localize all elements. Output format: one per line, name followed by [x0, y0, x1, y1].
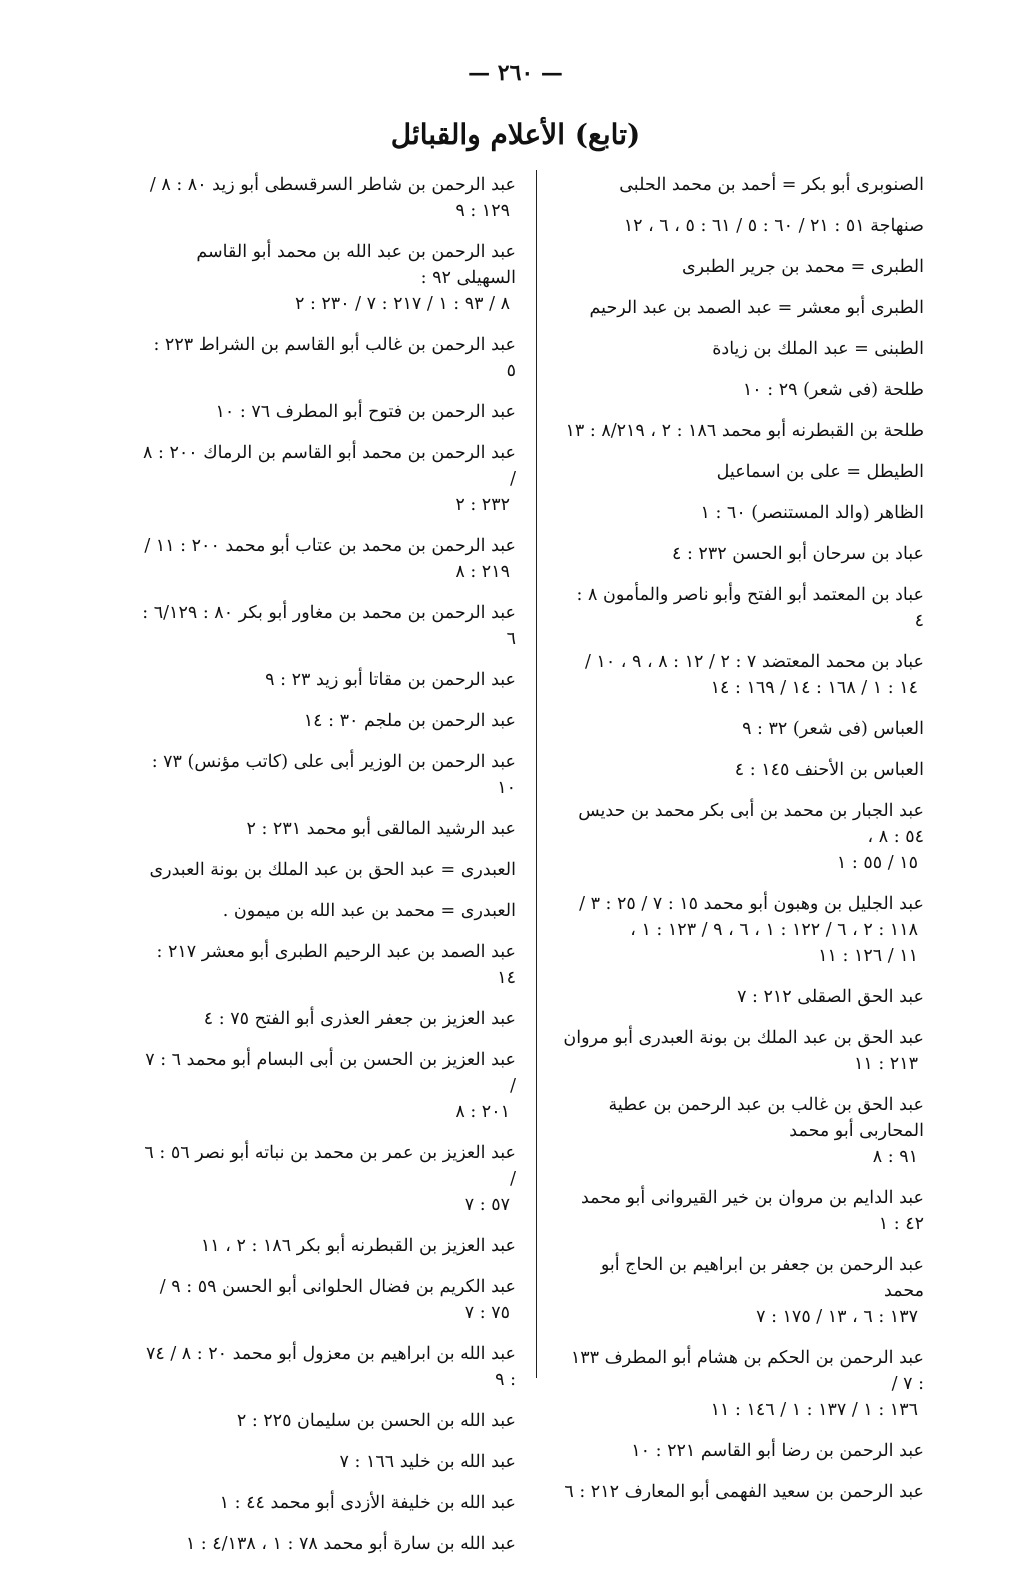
entry-continuation: ٢٣٢ : ٢ — [455, 495, 510, 515]
index-entry — [562, 757, 924, 783]
index-entry — [562, 649, 924, 701]
entry-text: عباد بن محمد المعتضد ٧ : ٢ / ١٢ : ٨ ، ٩ ، ١٠ / — [584, 652, 924, 672]
entry-text: الطيطل = على بن اسماعيل — [716, 462, 924, 482]
entry-text: عبد الرحمن بن فتوح أبو المطرف ٧٦ : ١٠ — [215, 402, 516, 422]
entry-continuation: ١٥ / ٥٥ : ١ — [836, 853, 918, 873]
index-entry — [140, 1233, 516, 1259]
entry-text: العباس بن الأحنف ١٤٥ : ٤ — [734, 760, 924, 780]
entry-text: عبد الدايم بن مروان بن خير القيروانى أبو محمد ٤٢ : ١ — [580, 1188, 924, 1234]
entry-text: عبد الحق بن عبد الملك بن بونة العبدرى أبو مروان — [563, 1028, 924, 1048]
index-entry — [562, 213, 924, 239]
index-entry — [140, 708, 516, 734]
entry-text: عبد الرحمن بن شاطر السرقسطى أبو زيد ٨٠ : ٨ / — [149, 175, 516, 195]
index-entry — [140, 600, 516, 652]
index-entry — [562, 798, 924, 876]
entry-text: الصنوبرى أبو بكر = أحمد بن محمد الحلبى — [619, 175, 924, 195]
entry-text: عبد الرحمن بن محمد بن عتاب أبو محمد ٢٠٠ : ١١ / — [144, 536, 516, 556]
entry-text: عبد الرحمن بن سعيد الفهمى أبو المعارف ٢١٢ : ٦ — [564, 1482, 924, 1502]
index-entry — [562, 1092, 924, 1170]
entry-text: عبد الرحمن بن محمد بن مغاور أبو بكر ٨٠ : ٦/١٢٩ : ٦ — [142, 603, 516, 649]
index-entry — [562, 1025, 924, 1077]
entry-continuation: ١٢٩ : ٩ — [455, 201, 510, 221]
index-entry — [140, 172, 516, 224]
index-entry — [140, 816, 516, 842]
index-entry — [140, 1047, 516, 1125]
index-entry — [562, 1479, 924, 1505]
entry-text: العباس (فى شعر) ٣٢ : ٩ — [742, 719, 924, 739]
page-number: — ٢٦٠ — — [468, 60, 563, 86]
index-entry — [562, 418, 924, 444]
index-entry — [562, 172, 924, 198]
index-entry — [140, 1006, 516, 1032]
entry-text: عبد الحق الصقلى ٢١٢ : ٧ — [737, 987, 924, 1007]
entry-text: عباد بن سرحان أبو الحسن ٢٣٢ : ٤ — [671, 544, 924, 564]
index-entry — [140, 1341, 516, 1393]
index-entry — [140, 1408, 516, 1434]
entry-text: عبد الرحمن بن جعفر بن ابراهيم بن الحاج أبو محمد — [600, 1255, 924, 1301]
entry-continuation: ١٣٦ : ١ / ١٣٧ : ١ / ١٤٦ : ١١ — [710, 1400, 918, 1420]
entry-text: عبد الله بن خليد ١٦٦ : ٧ — [339, 1452, 516, 1472]
index-entry — [140, 857, 516, 883]
entry-continuation: ٥٧ : ٧ — [464, 1195, 510, 1215]
entry-continuation: ١٤ : ١ / ١٦٨ : ١٤ / ١٦٩ : ١٤ — [710, 678, 918, 698]
index-entry — [140, 332, 516, 384]
index-entry — [140, 1490, 516, 1516]
entry-text: صنهاجة ٥١ : ٢١ / ٦٠ : ٥ / ٦١ : ٥ ، ٦ ، ١٢ — [623, 216, 924, 236]
entry-continuation: ١٣٧ : ٦ ، ١٣ / ١٧٥ : ٧ — [756, 1307, 918, 1327]
entry-continuation: ٢١٩ : ٨ — [455, 562, 510, 582]
index-entry — [562, 336, 924, 362]
entry-text: عبد الله بن الحسن بن سليمان ٢٢٥ : ٢ — [236, 1411, 516, 1431]
entry-text: طلحة بن القبطرنه أبو محمد ١٨٦ : ٢ ، ٨/٢١٩ : ١٣ — [565, 421, 924, 441]
entry-text: عباد بن المعتمد أبو الفتح وأبو ناصر والمأمون ٨ : ٤ — [576, 585, 924, 631]
index-entry — [562, 1252, 924, 1330]
index-entry — [562, 1438, 924, 1464]
index-entry — [140, 533, 516, 585]
index-entry — [562, 377, 924, 403]
index-entry — [140, 399, 516, 425]
entry-text: عبد الرحمن بن عبد الله بن محمد أبو القاسم السهيلى ٩٢ : — [196, 242, 516, 288]
entry-text: عبد الرحمن بن الحكم بن هشام أبو المطرف ١٣٣ : ٧ / — [570, 1348, 924, 1394]
page-title: (تابع) الأعلام والقبائل — [390, 118, 641, 151]
index-entry — [140, 440, 516, 518]
entry-text: عبد العزيز بن القبطرنه أبو بكر ١٨٦ : ٢ ، ١١ — [200, 1236, 516, 1256]
index-entry — [562, 582, 924, 634]
entry-text: الظاهر (والد المستنصر) ٦٠ : ١ — [700, 503, 924, 523]
index-entry — [140, 898, 516, 924]
index-entry — [562, 295, 924, 321]
entry-text: عبد الحق بن غالب بن عبد الرحمن بن عطية المحاربى أبو محمد — [608, 1095, 924, 1141]
index-entry — [140, 939, 516, 991]
index-entry — [140, 1531, 516, 1557]
entry-continuation: ٢٠١ : ٨ — [455, 1102, 510, 1122]
index-entry — [562, 716, 924, 742]
entry-text: عبد العزيز بن الحسن بن أبى البسام أبو محمد ٦ : ٧ / — [145, 1050, 516, 1096]
entry-text: العبدرى = عبد الحق بن عبد الملك بن بونة العبدرى — [149, 860, 516, 880]
entry-text: الطبنى = عبد الملك بن زيادة — [712, 339, 924, 359]
index-entry — [140, 1449, 516, 1475]
index-entry — [140, 239, 516, 317]
index-entry — [562, 1185, 924, 1237]
entry-text: عبد الرحمن بن مقاتا أبو زيد ٢٣ : ٩ — [265, 670, 516, 690]
index-entry — [140, 1140, 516, 1218]
entry-text: عبد الرحمن بن رضا أبو القاسم ٢٢١ : ١٠ — [631, 1441, 924, 1461]
entry-text: عبد الجبار بن محمد بن أبى بكر محمد بن حديس ٥٤ : ٨ ، — [578, 801, 924, 847]
entry-text: عبد الرحمن بن ملجم ٣٠ : ١٤ — [303, 711, 516, 731]
left-column — [140, 172, 516, 1572]
entry-text: عبد العزيز بن عمر بن محمد بن نباته أبو نصر ٥٦ : ٦ / — [144, 1143, 516, 1189]
entry-text: عبد الله بن خليفة الأزدى أبو محمد ٤٤ : ١ — [219, 1493, 516, 1513]
entry-text: عبد الرشيد المالقى أبو محمد ٢٣١ : ٢ — [246, 819, 516, 839]
index-entry — [562, 541, 924, 567]
entry-text: عبد الكريم بن فضال الحلوانى أبو الحسن ٥٩ : ٩ / — [159, 1277, 516, 1297]
entry-text: عبد الصمد بن عبد الرحيم الطبرى أبو معشر ٢١٧ : ١٤ — [156, 942, 516, 988]
entry-text: عبد الرحمن بن محمد أبو القاسم بن الرماك ٢٠٠ : ٨ / — [143, 443, 516, 489]
index-entry — [140, 667, 516, 693]
entry-text: عبد الرحمن بن الوزير أبى على (كاتب مؤنس) ٧٣ : ١٠ — [151, 752, 516, 798]
entry-text: طلحة (فى شعر) ٢٩ : ١٠ — [742, 380, 924, 400]
entry-continuation: ٨ / ٩٣ : ١ / ٢١٧ : ٧ / ٢٣٠ : ٢ — [294, 294, 510, 314]
entry-text: عبد العزيز بن جعفر العذرى أبو الفتح ٧٥ : ٤ — [203, 1009, 516, 1029]
entry-text: عبد الله بن سارة أبو محمد ٧٨ : ١ ، ٤/١٣٨ : ١ — [185, 1534, 516, 1554]
index-entry — [562, 891, 924, 969]
entry-text: عبد الجليل بن وهبون أبو محمد ١٥ : ٧ / ٢٥ : ٣ / — [579, 894, 924, 914]
entry-continuation: ١١٨ : ٢ ، ٦ / ١٢٢ : ١ ، ٦ ، ٩ / ١٢٣ : ١ ، — [630, 920, 918, 940]
entry-text: الطبرى = محمد بن جرير الطبرى — [681, 257, 924, 277]
index-entry — [562, 984, 924, 1010]
index-entry — [140, 749, 516, 801]
index-entry — [562, 459, 924, 485]
entry-continuation: ٩١ : ٨ — [872, 1147, 918, 1167]
index-entry — [562, 500, 924, 526]
column-divider — [536, 170, 537, 1378]
entry-text: عبد الله بن ابراهيم بن معزول أبو محمد ٢٠ : ٨ / ٧٤ : ٩ — [145, 1344, 516, 1390]
entry-text: عبد الرحمن بن غالب أبو القاسم بن الشراط ٢٢٣ : ٥ — [153, 335, 516, 381]
entry-continuation: ١١ / ١٢٦ : ١١ — [818, 946, 918, 966]
entry-text: الطبرى أبو معشر = عبد الصمد بن عبد الرحيم — [589, 298, 924, 318]
entry-text: العبدرى = محمد بن عبد الله بن ميمون . — [222, 901, 516, 921]
entry-continuation: ٢١٣ : ١١ — [853, 1054, 918, 1074]
index-entry — [562, 1345, 924, 1423]
index-entry — [140, 1274, 516, 1326]
right-column — [562, 172, 924, 1520]
index-entry — [562, 254, 924, 280]
entry-continuation: ٧٥ : ٧ — [464, 1303, 510, 1323]
